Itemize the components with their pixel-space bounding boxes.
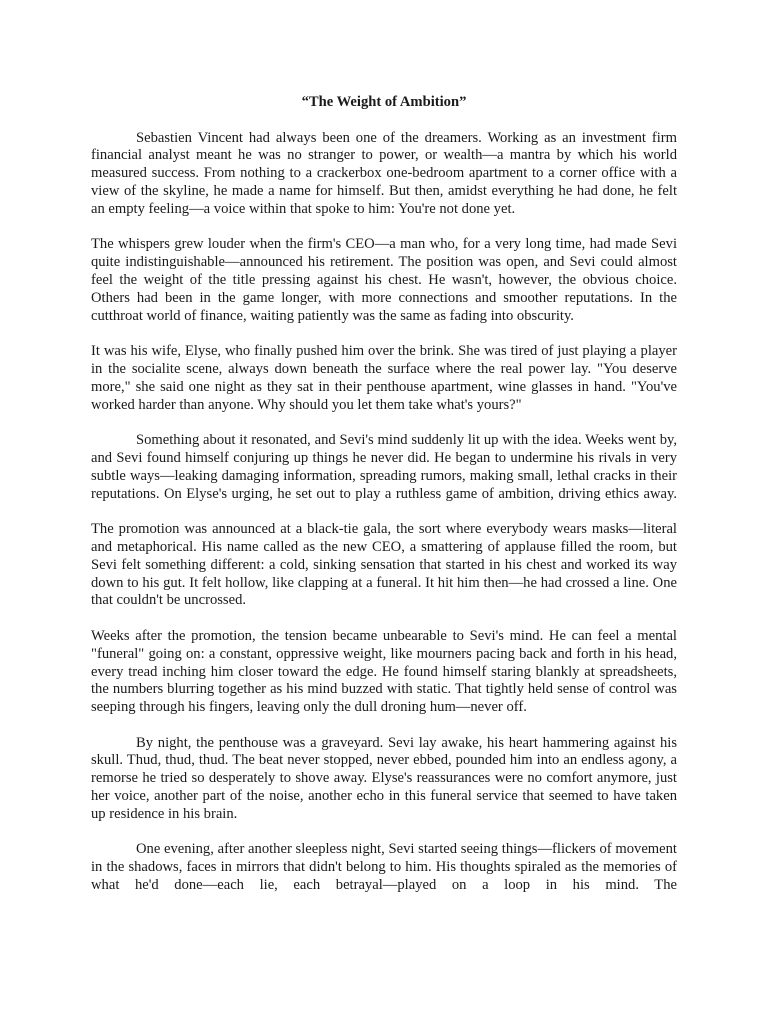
paragraph-8: One evening, after another sleepless night, Sevi started seeing things—flickers of movement in the shadows, faces in mirrors that didn't belong to him. His thoughts spiraled as the memories of what he'd done—each lie, each betrayal—played on a loop in his mind. The (91, 841, 677, 894)
paragraph-1: Sebastien Vincent had always been one of the dreamers. Working as an investment firm financial analyst meant he was no stranger to power, or wealth—a mantra by which his world measured success. From nothing to a crackerbox one-bedroom apartment to a corner office with a view of the skyline, he made a name for himself. But then, amidst everything he had done, he felt an empty feeling—a voice within that spoke to him: You're not done yet. (91, 129, 677, 217)
paragraph-2: The whispers grew louder when the firm's CEO—a man who, for a very long time, had made Sevi quite indistinguishable—announced his retirement. The position was open, and Sevi could almost feel the weight of the title pressing against his chest. He wasn't, however, the obvious choice. Others had been in the game longer, with more connections and smoother reputations. In the cutthroat world of finance, waiting patiently was the same as fading into obscurity. (91, 236, 677, 324)
document-page (91, 94, 677, 895)
paragraph-3: It was his wife, Elyse, who finally pushed him over the brink. She was tired of just playing a player in the socialite scene, always down beneath the surface where the real power lay. "You deserve more," she said one night as they sat in their penthouse apartment, wine glasses in hand. "You've worked harder than anyone. Why should you let them take what's yours?" (91, 343, 677, 413)
document-title: “The Weight of Ambition” (301, 94, 467, 110)
paragraph-7: By night, the penthouse was a graveyard. Sevi lay awake, his heart hammering against his skull. Thud, thud, thud. The beat never stopped, never ebbed, pounded him into an endless agony, a remorse he tried so desperately to shove away. Elyse's reassurances were no comfort anymore, just her voice, another part of the noise, another echo in this funeral service that seemed to have taken up residence in his brain. (91, 734, 677, 822)
paragraph-5: The promotion was announced at a black-tie gala, the sort where everybody wears masks—literal and metaphorical. His name called as the new CEO, a smattering of applause filled the room, but Sevi felt something different: a cold, sinking sensation that started in his chest and worked its way down to his gut. It felt hollow, like clapping at a funeral. It hit him then—he had crossed a line. One that couldn't be uncrossed. (91, 521, 677, 609)
paragraph-6: Weeks after the promotion, the tension became unbearable to Sevi's mind. He can feel a mental "funeral" going on: a constant, oppressive weight, like mourners pacing back and forth in his head, every tread inching him closer toward the edge. He found himself staring blankly at spreadsheets, the numbers blurring together as his mind buzzed with static. That tightly held sense of control was seeping through his fingers, leaving only the dull droning hum—never off. (91, 627, 677, 716)
paragraph-4: Something about it resonated, and Sevi's mind suddenly lit up with the idea. Weeks went by, and Sevi found himself conjuring up things he never did. He began to undermine his rivals in very subtle ways—leaking damaging information, spreading rumors, making small, lethal cracks in their reputations. On Elyse's urging, he set out to play a ruthless game of ambition, driving ethics away. (91, 432, 677, 502)
